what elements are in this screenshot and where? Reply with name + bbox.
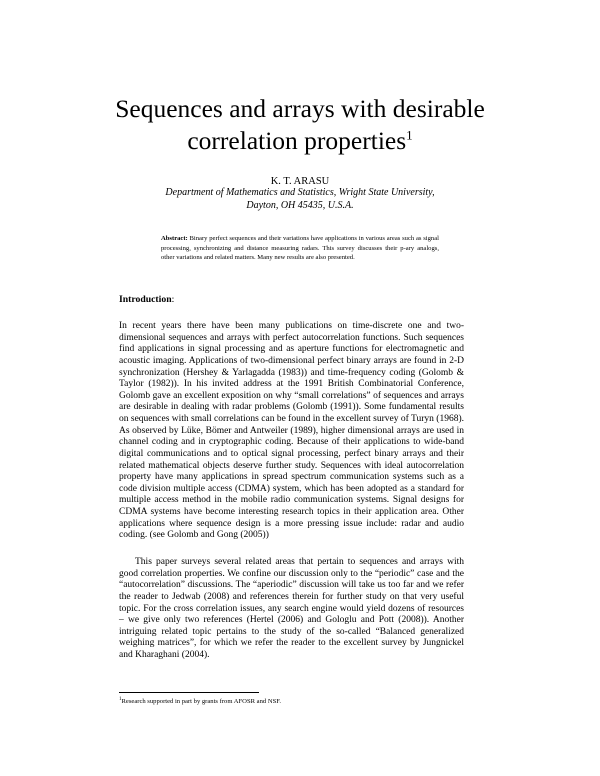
abstract bbox=[161, 234, 439, 263]
abstract-label: Abstract: bbox=[161, 235, 188, 242]
affiliation-line-2: Dayton, OH 45435, U.S.A. bbox=[246, 199, 354, 211]
section-heading-colon: : bbox=[171, 294, 175, 305]
footnote-text: Research supported in part by grants from AFOSR and NSF. bbox=[121, 698, 282, 705]
title-line-1: Sequences and arrays with desirable bbox=[115, 94, 485, 123]
body-paragraph-1: In recent years there have been many publications on time-discrete one and two-dimensional sequences and arrays with perfect autocorrelation functions. Such sequences find applications in signal processing and as aperture functions for electromagnetic and acoustic imaging. Applications of two-dimensional perfect binary arrays are found in 2-D synchronization (Hershey & Yarlagadda (1983)) and time-frequency coding (Golomb & Taylor (1982)). In his invited address at the 1991 British Combinatorial Conference, Golomb gave an excellent exposition on why “small correlations” of sequences and arrays are desirable in dealing with radar problems (Golomb (1991)). Some fundamental results on sequences with small correlations can be found in the excellent survey of Turyn (1968). As observed by Lüke, Bömer and Antweiler (1989), higher dimensional arrays are used in channel coding and in cryptographic coding. Because of their applications to wide-band digital communications and to optical signal processing, perfect binary arrays and their related mathematical objects deserve further study. Sequences with ideal autocorrelation property have many applications in spread spectrum communication systems such as a code division multiple access (CDMA) system, which has been adopted as a standard for multiple access method in the mobile radio communication systems. Signal designs for CDMA systems have become interesting research topics in their application area. Other applications where sequence design is a more pressing issue include: radar and audio coding. (see Golomb and Gong (2005)) bbox=[119, 321, 464, 541]
affiliation-line-1: Department of Mathematics and Statistics, Wright State University, bbox=[165, 187, 435, 198]
footnote bbox=[119, 697, 281, 706]
title-line-2: correlation properties bbox=[187, 126, 407, 155]
abstract-text: Binary perfect sequences and their variations have applications in various areas such as signal processing, synchronizing and distance measuring radars. This survey discusses their p-ary analogs, other variations and related matters. Many new results are also presented. bbox=[161, 235, 439, 261]
section-heading-text: Introduction bbox=[119, 294, 172, 305]
author-name: K. T. ARASU bbox=[270, 176, 330, 187]
footnote-divider bbox=[119, 692, 259, 693]
title-footnote-mark: 1 bbox=[406, 127, 413, 143]
paper-title bbox=[60, 93, 540, 157]
section-heading bbox=[119, 294, 174, 306]
author-affiliation bbox=[60, 187, 540, 212]
body-paragraph-2: This paper surveys several related areas that pertain to sequences and arrays with good correlation properties. We confine our discussion only to the “periodic” case and the “autocorrelation” discussions. The “aperiodic” discussion will take us too far and we refer the reader to Jedwab (2008) and references therein for further study on that very useful topic. For the cross correlation issues, any search engine would yield dozens of resources – we give only two references (Hertel (2006) and Gologlu and Pott (2008)). Another intriguing related topic pertains to the study of the so-called “Balanced generalized weighing matrices”, for which we refer the reader to the excellent survey by Jungnickel and Kharaghani (2004). bbox=[119, 557, 464, 660]
footnote-mark: 1 bbox=[119, 696, 122, 702]
